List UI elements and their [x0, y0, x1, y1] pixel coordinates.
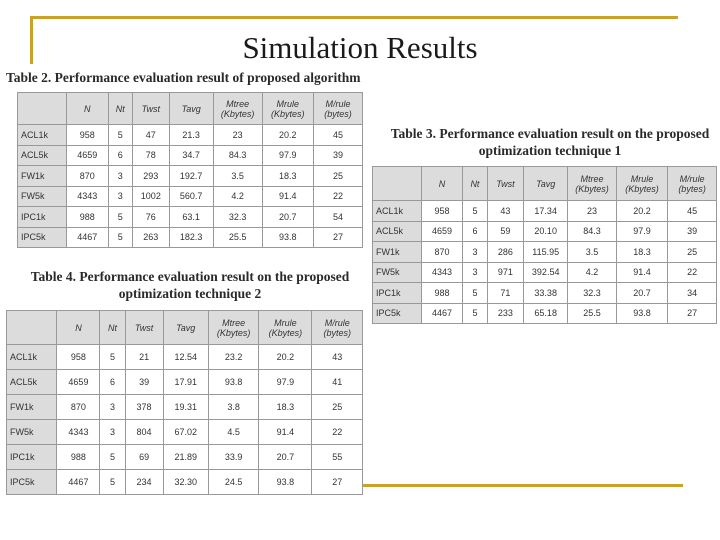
table-cell: 560.7 [169, 186, 213, 207]
table-cell: 39 [313, 145, 362, 166]
table-cell: 21.89 [163, 445, 208, 470]
row-label: FW1k [373, 242, 422, 263]
table-cell: 23 [213, 125, 262, 146]
table-cell: 20.7 [259, 445, 312, 470]
table-cell: 3 [100, 420, 125, 445]
table-cell: 23 [568, 201, 617, 222]
table-cell: 45 [668, 201, 717, 222]
table-row [18, 166, 363, 187]
table-cell: 870 [421, 242, 462, 263]
table-cell: 4467 [66, 227, 108, 248]
table4 [6, 310, 363, 495]
table-cell: 3 [463, 242, 487, 263]
slide-title: Simulation Results [242, 30, 478, 65]
table-cell: 870 [66, 166, 108, 187]
table-cell: 182.3 [169, 227, 213, 248]
table-row [18, 227, 363, 248]
table-row [7, 445, 363, 470]
table-cell: 3 [108, 166, 132, 187]
table-cell: 65.18 [524, 303, 568, 324]
table-cell: 378 [125, 395, 163, 420]
table-cell: 988 [66, 207, 108, 228]
table-cell: 32.30 [163, 470, 208, 495]
table-cell: 25.5 [568, 303, 617, 324]
column-header: Mtree (Kbytes) [213, 93, 262, 125]
table3 [372, 166, 717, 324]
table-cell: 21 [125, 345, 163, 370]
column-header: Mrule (Kbytes) [262, 93, 313, 125]
table-cell: 22 [313, 186, 362, 207]
table-cell: 32.3 [213, 207, 262, 228]
column-header: Tavg [163, 311, 208, 345]
table-cell: 958 [57, 345, 100, 370]
table-cell: 263 [132, 227, 169, 248]
table-row [7, 420, 363, 445]
table2-caption: Table 2. Performance evaluation result of proposed algorithm [6, 70, 361, 85]
row-label: FW1k [7, 395, 57, 420]
table-header-row [18, 93, 363, 125]
table-cell: 971 [487, 262, 524, 283]
top-accent-bar [32, 16, 678, 19]
table-cell: 84.3 [568, 221, 617, 242]
table-cell: 3 [108, 186, 132, 207]
row-label: ACL5k [18, 145, 67, 166]
table-cell: 27 [668, 303, 717, 324]
table-cell: 3.8 [208, 395, 258, 420]
table-cell: 20.7 [616, 283, 667, 304]
table-cell: 47 [132, 125, 169, 146]
table-cell: 84.3 [213, 145, 262, 166]
table-cell: 293 [132, 166, 169, 187]
table-cell: 12.54 [163, 345, 208, 370]
table-cell: 17.91 [163, 370, 208, 395]
table-cell: 97.9 [262, 145, 313, 166]
table-cell: 91.4 [616, 262, 667, 283]
row-label: ACL1k [373, 201, 422, 222]
row-label: FW1k [18, 166, 67, 187]
table-cell: 958 [66, 125, 108, 146]
table-cell: 27 [313, 227, 362, 248]
table-cell: 32.3 [568, 283, 617, 304]
row-label: FW5k [18, 186, 67, 207]
column-header: M/rule (bytes) [312, 311, 363, 345]
table4-caption-line2: optimization technique 2 [118, 286, 262, 301]
table-cell: 76 [132, 207, 169, 228]
table-cell: 55 [312, 445, 363, 470]
table-cell: 93.8 [208, 370, 258, 395]
table-row [373, 201, 717, 222]
table-cell: 34 [668, 283, 717, 304]
table-header-row [373, 167, 717, 201]
table-cell: 93.8 [262, 227, 313, 248]
column-header: N [66, 93, 108, 125]
table-cell: 5 [100, 445, 125, 470]
table-cell: 34.7 [169, 145, 213, 166]
table-cell: 18.3 [616, 242, 667, 263]
table-cell: 39 [668, 221, 717, 242]
column-header: Twst [125, 311, 163, 345]
table-header-row [7, 311, 363, 345]
table-cell: 5 [463, 201, 487, 222]
table-cell: 91.4 [262, 186, 313, 207]
table-cell: 804 [125, 420, 163, 445]
column-header: Tavg [169, 93, 213, 125]
row-label: IPC1k [7, 445, 57, 470]
table-cell: 33.38 [524, 283, 568, 304]
table-cell: 97.9 [616, 221, 667, 242]
table-cell: 4343 [66, 186, 108, 207]
column-header: Tavg [524, 167, 568, 201]
table-cell: 3.5 [213, 166, 262, 187]
table-cell: 234 [125, 470, 163, 495]
table-row [373, 262, 717, 283]
column-header: N [57, 311, 100, 345]
table-cell: 5 [463, 283, 487, 304]
table-cell: 25 [313, 166, 362, 187]
table-cell: 1002 [132, 186, 169, 207]
table-row [373, 283, 717, 304]
table-cell: 5 [108, 207, 132, 228]
table-cell: 3.5 [568, 242, 617, 263]
table-cell: 20.10 [524, 221, 568, 242]
row-label: IPC5k [7, 470, 57, 495]
table-cell: 4467 [57, 470, 100, 495]
table-cell: 988 [421, 283, 462, 304]
table-cell: 93.8 [259, 470, 312, 495]
table-cell: 6 [100, 370, 125, 395]
column-header: M/rule (bytes) [313, 93, 362, 125]
table-cell: 20.2 [259, 345, 312, 370]
table-cell: 78 [132, 145, 169, 166]
table-cell: 4343 [57, 420, 100, 445]
table-cell: 6 [463, 221, 487, 242]
table3-caption-line1: Table 3. Performance evaluation result on the proposed [390, 126, 710, 141]
table-cell: 192.7 [169, 166, 213, 187]
table-cell: 24.5 [208, 470, 258, 495]
table-cell: 5 [108, 227, 132, 248]
table-row [18, 207, 363, 228]
table-cell: 6 [108, 145, 132, 166]
row-label: IPC5k [373, 303, 422, 324]
table-row [18, 145, 363, 166]
row-label: ACL5k [373, 221, 422, 242]
table-cell: 54 [313, 207, 362, 228]
table-row [7, 370, 363, 395]
table-cell: 958 [421, 201, 462, 222]
table4-caption-line1: Table 4. Performance evaluation result on the proposed [30, 269, 350, 284]
table-cell: 71 [487, 283, 524, 304]
column-header: Mrule (Kbytes) [259, 311, 312, 345]
table-cell: 23.2 [208, 345, 258, 370]
table-cell: 5 [463, 303, 487, 324]
table-cell: 4659 [421, 221, 462, 242]
table-cell: 97.9 [259, 370, 312, 395]
table-cell: 41 [312, 370, 363, 395]
column-header: Mtree (Kbytes) [568, 167, 617, 201]
table-cell: 45 [313, 125, 362, 146]
table-cell: 4343 [421, 262, 462, 283]
table-cell: 59 [487, 221, 524, 242]
table-cell: 22 [668, 262, 717, 283]
table-cell: 21.3 [169, 125, 213, 146]
table-cell: 17.34 [524, 201, 568, 222]
table-cell: 25 [312, 395, 363, 420]
table-cell: 5 [100, 470, 125, 495]
row-label: IPC5k [18, 227, 67, 248]
table-cell: 5 [108, 125, 132, 146]
column-header: Twst [132, 93, 169, 125]
table-cell: 25.5 [213, 227, 262, 248]
table-cell: 33.9 [208, 445, 258, 470]
table-row [373, 221, 717, 242]
table-cell: 20.2 [262, 125, 313, 146]
table-cell: 19.31 [163, 395, 208, 420]
table-cell: 25 [668, 242, 717, 263]
table-cell: 39 [125, 370, 163, 395]
table-row [7, 345, 363, 370]
table-cell: 4659 [66, 145, 108, 166]
table3-caption-line2: optimization technique 1 [478, 143, 622, 158]
table-cell: 18.3 [262, 166, 313, 187]
column-header: Nt [463, 167, 487, 201]
table-cell: 286 [487, 242, 524, 263]
table-cell: 69 [125, 445, 163, 470]
table-cell: 4.2 [213, 186, 262, 207]
table-row [18, 125, 363, 146]
table-cell: 20.7 [262, 207, 313, 228]
row-label: FW5k [7, 420, 57, 445]
column-header: Mrule (Kbytes) [616, 167, 667, 201]
table-cell: 4.2 [568, 262, 617, 283]
row-label: ACL1k [18, 125, 67, 146]
row-label: FW5k [373, 262, 422, 283]
table-row [7, 470, 363, 495]
table-cell: 115.95 [524, 242, 568, 263]
column-header [373, 167, 422, 201]
column-header: Nt [108, 93, 132, 125]
table-cell: 43 [312, 345, 363, 370]
table-cell: 233 [487, 303, 524, 324]
column-header [18, 93, 67, 125]
row-label: ACL1k [7, 345, 57, 370]
table-cell: 67.02 [163, 420, 208, 445]
table-cell: 63.1 [169, 207, 213, 228]
table-cell: 27 [312, 470, 363, 495]
table2 [17, 92, 363, 248]
table-cell: 988 [57, 445, 100, 470]
table-cell: 3 [100, 395, 125, 420]
row-label: ACL5k [7, 370, 57, 395]
table-cell: 392.54 [524, 262, 568, 283]
table-row [373, 303, 717, 324]
column-header [7, 311, 57, 345]
table-cell: 4.5 [208, 420, 258, 445]
table-cell: 4659 [57, 370, 100, 395]
table-cell: 22 [312, 420, 363, 445]
table-cell: 91.4 [259, 420, 312, 445]
table-row [373, 242, 717, 263]
table-cell: 93.8 [616, 303, 667, 324]
table4-caption [10, 268, 370, 302]
table-cell: 18.3 [259, 395, 312, 420]
column-header: Twst [487, 167, 524, 201]
column-header: M/rule (bytes) [668, 167, 717, 201]
table-cell: 5 [100, 345, 125, 370]
table-cell: 43 [487, 201, 524, 222]
column-header: N [421, 167, 462, 201]
column-header: Nt [100, 311, 125, 345]
table-cell: 20.2 [616, 201, 667, 222]
row-label: IPC1k [18, 207, 67, 228]
table3-caption [382, 125, 718, 159]
column-header: Mtree (Kbytes) [208, 311, 258, 345]
table-cell: 870 [57, 395, 100, 420]
table-cell: 3 [463, 262, 487, 283]
table-cell: 4467 [421, 303, 462, 324]
table-row [7, 395, 363, 420]
row-label: IPC1k [373, 283, 422, 304]
table-row [18, 186, 363, 207]
